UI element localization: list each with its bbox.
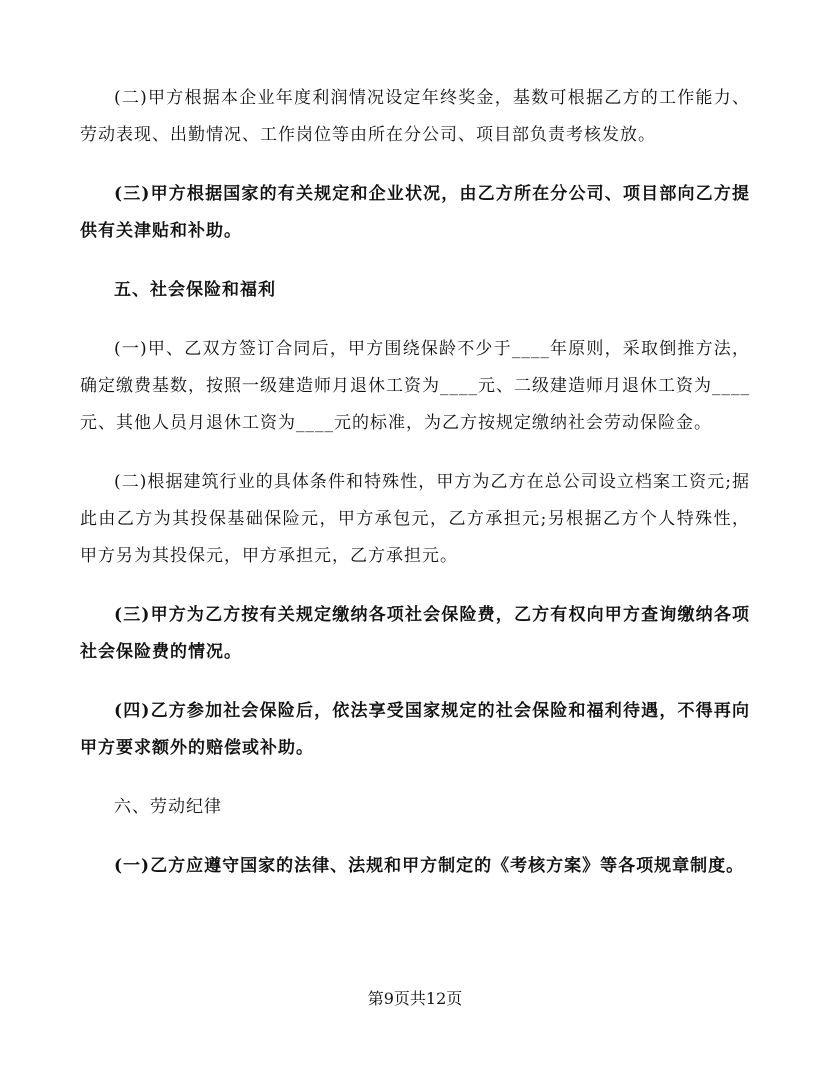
paragraph: (一)乙方应遵守国家的法律、法规和甲方制定的《考核方案》等各项规章制度。 — [114, 856, 745, 876]
document-body — [80, 80, 750, 885]
paragraph: (二)甲方根据本企业年度利润情况设定年终奖金，基数可根据乙方的工作能力、劳动表现、出勤情况、工作岗位等由所在分公司、项目部负责考核发放。 — [80, 88, 750, 145]
paragraph: (二)根据建筑行业的具体条件和特殊性，甲方为乙方在总公司设立档案工资元;据此由乙方为其投保基础保险元，甲方承包元，乙方承担元;另根据乙方个人特殊性，甲方另为其投保元，甲方承担元，乙方承担元。 — [80, 472, 750, 566]
paragraph: (三)甲方为乙方按有关规定缴纳各项社会保险费，乙方有权向甲方查询缴纳各项社会保险费的情况。 — [80, 605, 750, 662]
paragraph: (四)乙方参加社会保险后，依法享受国家规定的社会保险和福利待遇，不得再向甲方要求额外的赔偿或补助。 — [80, 701, 750, 758]
section-heading: 六、劳动纪律 — [114, 797, 222, 817]
page-number: 第9页共12页 — [367, 989, 463, 1008]
section-heading: 五、社会保险和福利 — [114, 280, 276, 300]
paragraph: (三)甲方根据国家的有关规定和企业状况，由乙方所在分公司、项目部向乙方提供有关津贴和补助。 — [80, 184, 750, 241]
paragraph: (一)甲、乙双方签订合同后，甲方围绕保龄不少于____年原则，采取倒推方法，确定缴费基数，按照一级建造师月退休工资为____元、二级建造师月退休工资为____元、其他人员月退休工资为____元的标准，为乙方按规定缴纳社会劳动保险金。 — [80, 339, 750, 433]
